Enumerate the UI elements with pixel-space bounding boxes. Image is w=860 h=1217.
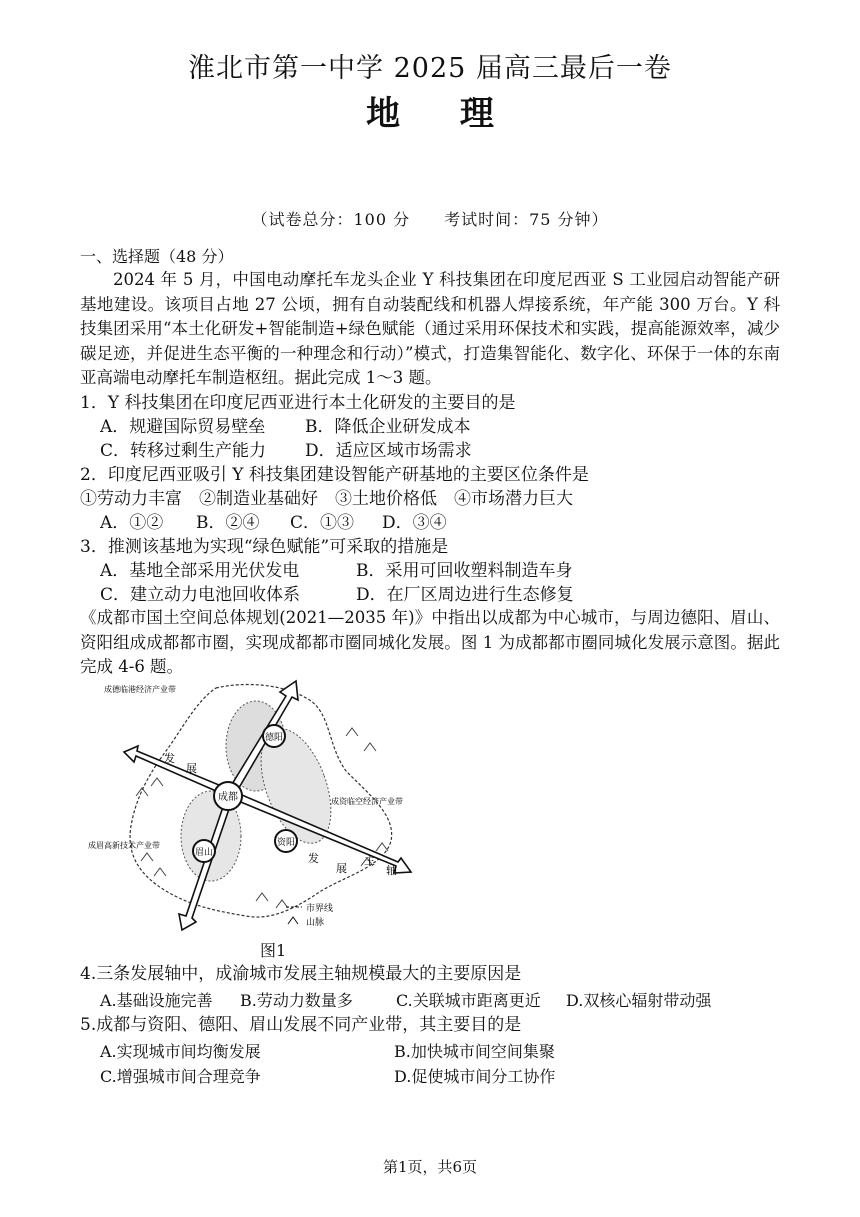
q5-stem: 5.成都与资阳、德阳、眉山发展不同产业带，其主要目的是	[80, 1015, 522, 1035]
q1-option-b[interactable]: B．降低企业研发成本	[305, 417, 471, 437]
axis-char-2: 展	[336, 862, 347, 875]
q5-option-c[interactable]: C.增强城市间合理竞争	[100, 1067, 261, 1086]
passage-2: 《成都市国土空间总体规划(2021—2035 年)》中指出以成都为中心城市，与周边德阳、眉山、资阳组成成都都市圈，实现成都都市圈同城化发展。图 1 为成都都市圈同城化发展示意图。据此完成 4-6 题。	[80, 608, 780, 676]
axis-char-1: 发	[308, 852, 319, 865]
section-heading: 一、选择题（48 分）	[80, 247, 234, 266]
axis-char-4: 轴	[386, 864, 397, 877]
q2-option-a[interactable]: A．①②	[100, 513, 164, 533]
q3-option-d[interactable]: D．在厂区周边进行生态修复	[356, 585, 574, 605]
q1-option-c[interactable]: C．转移过剩生产能力	[100, 441, 267, 461]
figure-caption: 图1	[260, 941, 287, 960]
q3-option-c[interactable]: C．建立动力电池回收体系	[100, 585, 301, 605]
q1-stem: 1．Y 科技集团在印度尼西亚进行本土化研发的主要目的是	[80, 393, 516, 413]
q2-option-c[interactable]: C．①③	[290, 513, 355, 533]
q4-option-d[interactable]: D.双核心辐射带动强	[566, 991, 712, 1010]
q4-option-c[interactable]: C.关联城市距离更近	[396, 991, 541, 1010]
exam-title: 淮北市第一中学 2025 届高三最后一卷	[188, 53, 672, 84]
chengde-belt-label: 成德临港经济产业带	[104, 685, 176, 694]
meishan-label: 眉山	[194, 848, 214, 858]
deyang-label: 德阳	[264, 733, 284, 743]
chengdu-metro-map	[88, 676, 426, 931]
ziyang-label: 资阳	[276, 838, 296, 848]
q3-stem: 3．推测该基地为实现“绿色赋能”可采取的措施是	[80, 537, 449, 557]
chengzi-belt-label: 成资临空经济产业带	[331, 797, 403, 806]
page-footer: 第1页，共6页	[382, 1158, 478, 1176]
exam-info: （试卷总分：100 分 考试时间：75 分钟）	[251, 210, 609, 229]
q2-option-b[interactable]: B．②④	[196, 513, 260, 533]
q2-option-d[interactable]: D．③④	[382, 513, 447, 533]
q4-stem: 4.三条发展轴中，成渝城市发展主轴规模最大的主要原因是	[80, 964, 522, 984]
q3-option-a[interactable]: A．基地全部采用光伏发电	[100, 561, 300, 581]
q5-option-b[interactable]: B.加快城市间空间集聚	[394, 1042, 555, 1061]
q4-option-a[interactable]: A.基础设施完善	[100, 991, 213, 1010]
axis-w-char-2: 展	[186, 762, 197, 775]
legend-mountain-icon	[288, 917, 298, 924]
q1-option-d[interactable]: D．适应区域市场需求	[305, 441, 472, 461]
axis-char-3: 主	[364, 854, 375, 867]
legend-mountain-label: 山脉	[306, 918, 325, 928]
legend-boundary-label: 市界线	[306, 904, 334, 914]
q1-option-a[interactable]: A．规避国际贸易壁垒	[100, 417, 266, 437]
axis-w-char-1: 发	[164, 752, 175, 765]
q2-items: ①劳动力丰富 ②制造业基础好 ③土地价格低 ④市场潜力巨大	[80, 489, 573, 509]
passage-1: 2024 年 5 月，中国电动摩托车龙头企业 Y 科技集团在印度尼西亚 S 工业园启动智能产研基地建设。该项目占地 27 公顷，拥有自动装配线和机器人焊接系统，年产能 300 万台。Y 科技集团采用“本土化研发+智能制造+绿色赋能（通过采用环保技术和实践，提高能源效率，减少碳足迹，并促进生态平衡的一种理念和行动）”模式，打造集智能化、数字化、环保于一体的东南亚高端电动摩托车制造枢纽。据此完成 1～3 题。	[80, 270, 780, 387]
chengdu-label: 成都	[218, 792, 238, 803]
q5-option-d[interactable]: D.促使城市间分工协作	[394, 1067, 556, 1086]
q5-option-a[interactable]: A.实现城市间均衡发展	[100, 1042, 261, 1061]
q4-option-b[interactable]: B.劳动力数量多	[240, 991, 353, 1010]
chengmei-belt-label: 成眉高新技术产业带	[88, 841, 160, 850]
q2-stem: 2．印度尼西亚吸引 Y 科技集团建设智能产研基地的主要区位条件是	[80, 465, 589, 485]
subject-title: 地 理	[366, 94, 518, 134]
q3-option-b[interactable]: B．采用可回收塑料制造车身	[356, 561, 573, 581]
